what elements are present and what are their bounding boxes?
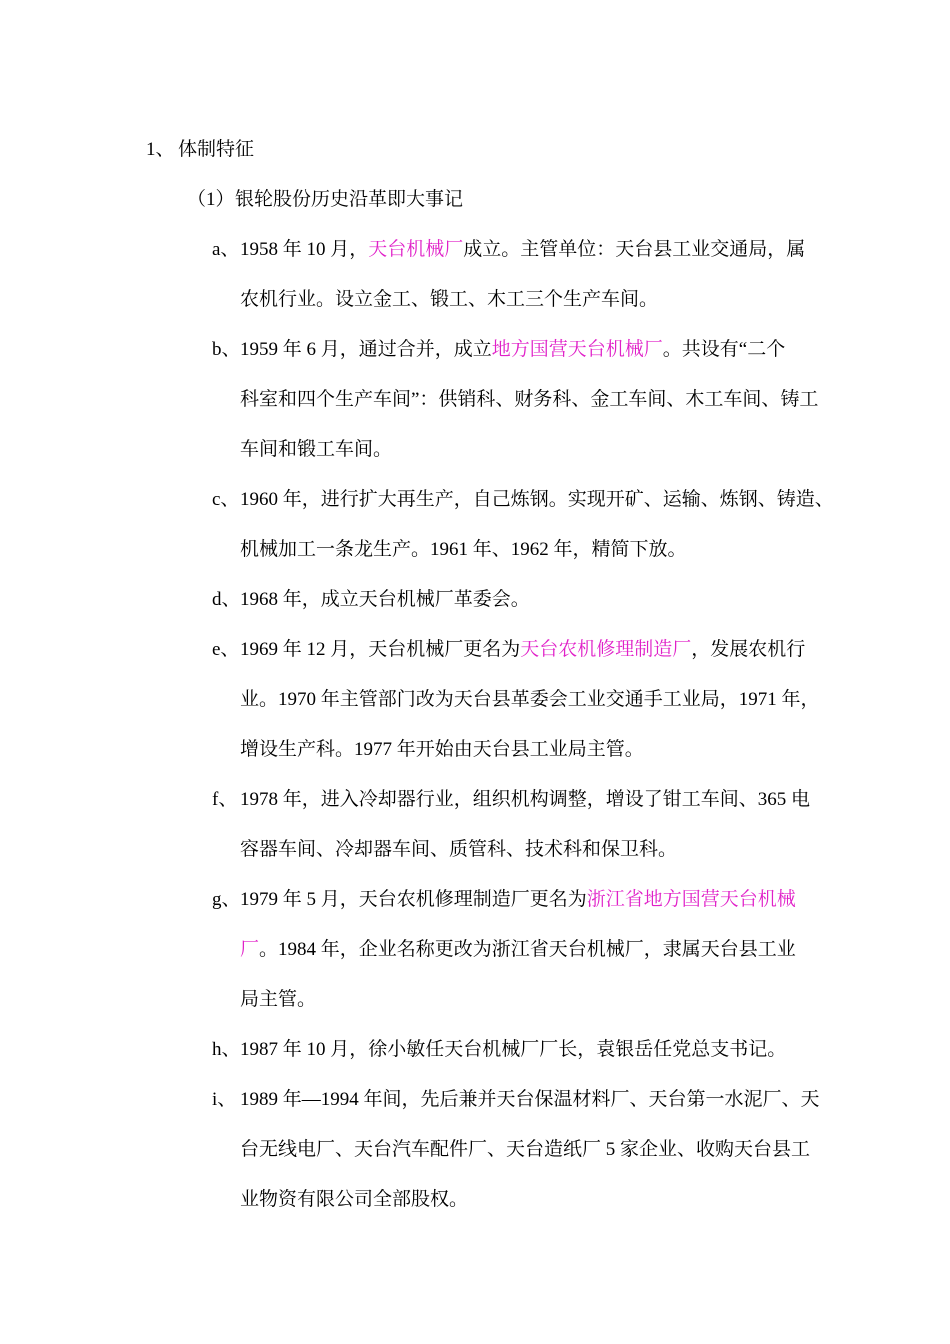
subsection-title: 银轮股份历史沿革即大事记 bbox=[235, 189, 464, 210]
event-marker: f、 bbox=[212, 789, 238, 810]
event-text: 业。1970 年主管部门改为天台县革委会工业交通手工业局，1971 年， bbox=[240, 689, 820, 710]
highlighted-entity-name: 天台机械厂 bbox=[368, 239, 464, 260]
event-item bbox=[212, 225, 822, 325]
event-text: 1958 年 10 月， bbox=[240, 239, 369, 260]
event-text: 容器车间、冷却器车间、质管科、技术科和保卫科。 bbox=[240, 839, 678, 860]
event-text: 1979 年 5 月，天台农机修理制造厂更名为 bbox=[240, 889, 587, 910]
event-text-line bbox=[240, 875, 822, 925]
event-item bbox=[212, 575, 822, 625]
event-text-line bbox=[240, 525, 822, 575]
event-item bbox=[212, 775, 822, 875]
event-text-line bbox=[240, 825, 822, 875]
highlighted-entity-name: 天台农机修理制造厂 bbox=[520, 639, 692, 660]
event-text: 1959 年 6 月，通过合并，成立 bbox=[240, 339, 492, 360]
event-text: 台无线电厂、天台汽车配件厂、天台造纸厂 5 家企业、收购天台县工 bbox=[240, 1139, 811, 1160]
event-text: 增设生产科。1977 年开始由天台县工业局主管。 bbox=[240, 739, 644, 760]
event-text-line bbox=[240, 775, 822, 825]
event-text: 成立。主管单位：天台县工业交通局，属 bbox=[463, 239, 806, 260]
event-text: 。共设有“二个 bbox=[662, 339, 786, 360]
section-heading bbox=[146, 136, 254, 164]
event-text-line bbox=[240, 1025, 822, 1075]
event-marker: d、 bbox=[212, 589, 241, 610]
event-text-line bbox=[240, 225, 822, 275]
event-text-line bbox=[240, 475, 834, 525]
highlighted-entity-name: 地方国营天台机械厂 bbox=[491, 339, 663, 360]
event-marker: i、 bbox=[212, 1089, 237, 1110]
subsection-heading bbox=[187, 186, 463, 214]
event-text-line bbox=[240, 325, 822, 375]
event-text-line bbox=[240, 1075, 822, 1125]
event-marker: b、 bbox=[212, 339, 241, 360]
event-marker: h、 bbox=[212, 1039, 241, 1060]
event-marker: c、 bbox=[212, 489, 240, 510]
section-number: 1、 bbox=[146, 139, 175, 160]
event-text: 农机行业。设立金工、锻工、木工三个生产车间。 bbox=[240, 289, 659, 310]
subsection-number: （1） bbox=[187, 189, 235, 210]
event-marker: e、 bbox=[212, 639, 240, 660]
event-text: 1989 年—1994 年间，先后兼并天台保温材料厂、天台第一水泥厂、天 bbox=[240, 1089, 820, 1110]
event-text: 业物资有限公司全部股权。 bbox=[240, 1189, 469, 1210]
event-item bbox=[212, 1075, 822, 1225]
highlighted-entity-name: 厂 bbox=[240, 939, 260, 960]
event-text: 1987 年 10 月，徐小敏任天台机械厂厂长，袁银岳任党总支书记。 bbox=[240, 1039, 787, 1060]
event-text: 1968 年，成立天台机械厂革委会。 bbox=[240, 589, 530, 610]
event-item bbox=[212, 325, 822, 475]
event-item bbox=[212, 625, 822, 775]
event-text-line bbox=[240, 975, 822, 1025]
event-text: 1960 年，进行扩大再生产，自己炼钢。实现开矿、运输、炼钢、铸造、 bbox=[240, 489, 834, 510]
event-text: 。1984 年，企业名称更改为浙江省天台机械厂，隶属天台县工业 bbox=[259, 939, 796, 960]
event-item bbox=[212, 475, 834, 575]
event-text-line bbox=[240, 375, 822, 425]
event-text-line bbox=[240, 425, 822, 475]
event-text: 1969 年 12 月，天台机械厂更名为 bbox=[240, 639, 521, 660]
event-text-line bbox=[240, 675, 822, 725]
event-text-line bbox=[240, 1125, 822, 1175]
event-text-line bbox=[240, 275, 822, 325]
highlighted-entity-name: 浙江省地方国营天台机械 bbox=[586, 889, 796, 910]
event-item bbox=[212, 1025, 822, 1075]
event-marker: g、 bbox=[212, 889, 241, 910]
event-text-line bbox=[240, 1175, 822, 1225]
event-text: 1978 年，进入冷却器行业，组织机构调整，增设了钳工车间、365 电 bbox=[240, 789, 811, 810]
event-text-line bbox=[240, 925, 822, 975]
event-text: 科室和四个生产车间”：供销科、财务科、金工车间、木工车间、铸工 bbox=[240, 389, 819, 410]
event-text: ，发展农机行 bbox=[691, 639, 806, 660]
event-text-line bbox=[240, 625, 822, 675]
event-item bbox=[212, 875, 822, 1025]
section-title: 体制特征 bbox=[178, 139, 255, 160]
event-text: 车间和锻工车间。 bbox=[240, 439, 393, 460]
event-text: 局主管。 bbox=[240, 989, 317, 1010]
event-text-line bbox=[240, 725, 822, 775]
event-text: 机械加工一条龙生产。1961 年、1962 年，精简下放。 bbox=[240, 539, 687, 560]
event-marker: a、 bbox=[212, 239, 240, 260]
event-text-line bbox=[240, 575, 822, 625]
